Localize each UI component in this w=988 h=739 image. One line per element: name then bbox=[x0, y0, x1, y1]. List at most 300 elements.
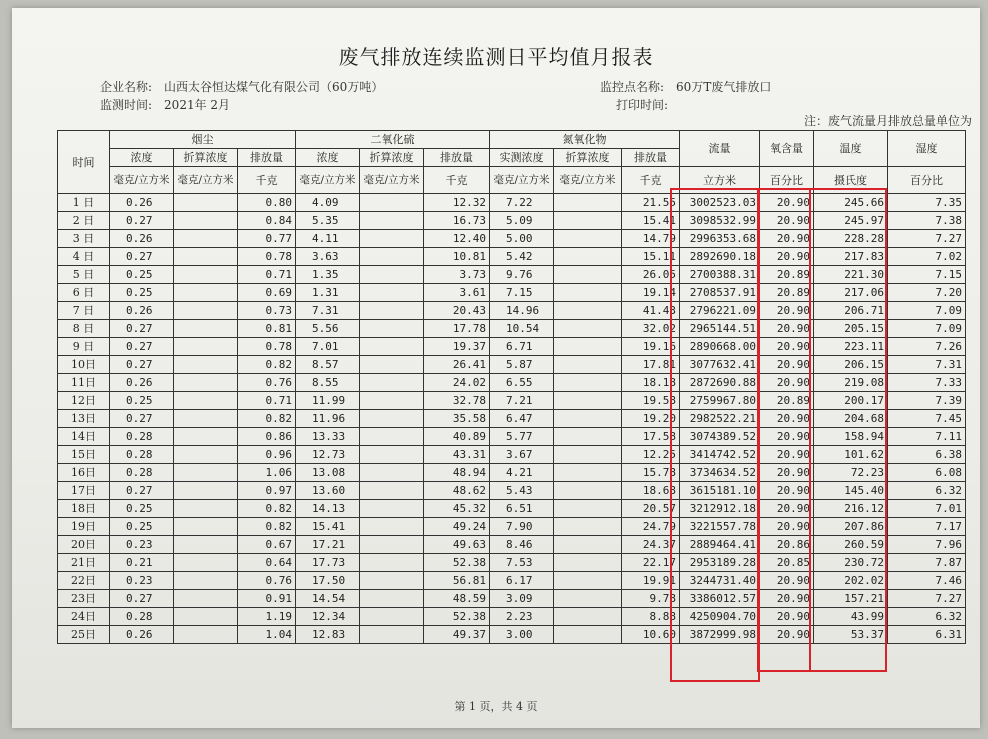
table-cell: 2708537.91 bbox=[680, 284, 760, 302]
table-cell: 2996353.68 bbox=[680, 230, 760, 248]
table-cell: 0.80 bbox=[238, 194, 296, 212]
table-cell: 5.43 bbox=[490, 482, 554, 500]
table-cell: 0.27 bbox=[110, 590, 174, 608]
table-cell bbox=[360, 284, 424, 302]
table-cell: 6.32 bbox=[888, 482, 966, 500]
table-cell: 20.90 bbox=[760, 230, 814, 248]
table-cell bbox=[174, 446, 238, 464]
table-row bbox=[58, 338, 966, 356]
table-cell bbox=[174, 482, 238, 500]
table-cell: 26.41 bbox=[424, 356, 490, 374]
table-cell bbox=[554, 356, 622, 374]
table-cell: 49.37 bbox=[424, 626, 490, 644]
table-cell: 0.71 bbox=[238, 266, 296, 284]
table-cell: 6.17 bbox=[490, 572, 554, 590]
table-cell bbox=[360, 212, 424, 230]
table-cell: 13.08 bbox=[296, 464, 360, 482]
table-cell: 7.96 bbox=[888, 536, 966, 554]
table-cell: 20.90 bbox=[760, 338, 814, 356]
table-cell: 20.90 bbox=[760, 302, 814, 320]
table-cell bbox=[554, 374, 622, 392]
table-cell: 17.81 bbox=[622, 356, 680, 374]
header-units-row bbox=[58, 167, 966, 194]
table-row bbox=[58, 410, 966, 428]
table-cell bbox=[360, 392, 424, 410]
header-flow: 流量 bbox=[680, 131, 760, 167]
table-cell: 3872999.98 bbox=[680, 626, 760, 644]
table-cell: 0.86 bbox=[238, 428, 296, 446]
table-cell: 206.71 bbox=[814, 302, 888, 320]
table-cell: 2872690.88 bbox=[680, 374, 760, 392]
table-cell: 12.83 bbox=[296, 626, 360, 644]
table-cell: 5.09 bbox=[490, 212, 554, 230]
point-line bbox=[600, 78, 771, 95]
table-row bbox=[58, 194, 966, 212]
table-cell: 0.73 bbox=[238, 302, 296, 320]
table-cell: 0.27 bbox=[110, 338, 174, 356]
table-cell bbox=[174, 302, 238, 320]
table-cell: 20.43 bbox=[424, 302, 490, 320]
table-cell: 0.28 bbox=[110, 608, 174, 626]
table-cell: 0.81 bbox=[238, 320, 296, 338]
table-cell: 20.57 bbox=[622, 500, 680, 518]
table-cell: 32.78 bbox=[424, 392, 490, 410]
table-cell: 24.37 bbox=[622, 536, 680, 554]
table-cell: 9.78 bbox=[622, 590, 680, 608]
table-cell: 48.94 bbox=[424, 464, 490, 482]
table-cell: 5.42 bbox=[490, 248, 554, 266]
table-cell: 0.71 bbox=[238, 392, 296, 410]
table-row bbox=[58, 446, 966, 464]
table-row bbox=[58, 518, 966, 536]
table-cell: 14日 bbox=[58, 428, 110, 446]
table-cell: 7.90 bbox=[490, 518, 554, 536]
table-row bbox=[58, 266, 966, 284]
table-cell: 48.62 bbox=[424, 482, 490, 500]
table-cell: 6.32 bbox=[888, 608, 966, 626]
table-cell: 200.17 bbox=[814, 392, 888, 410]
table-cell: 7.21 bbox=[490, 392, 554, 410]
table-cell: 12.34 bbox=[296, 608, 360, 626]
table-cell bbox=[174, 536, 238, 554]
table-cell: 3077632.41 bbox=[680, 356, 760, 374]
table-cell: 17.58 bbox=[622, 428, 680, 446]
table-cell: 7.46 bbox=[888, 572, 966, 590]
table-cell: 48.59 bbox=[424, 590, 490, 608]
table-cell: 8 日 bbox=[58, 320, 110, 338]
table-cell: 7.31 bbox=[888, 356, 966, 374]
table-cell: 43.99 bbox=[814, 608, 888, 626]
time-label: 监测时间: bbox=[100, 98, 153, 112]
table-cell: 6.47 bbox=[490, 410, 554, 428]
table-cell bbox=[554, 284, 622, 302]
table-cell: 40.89 bbox=[424, 428, 490, 446]
table-cell: 7.22 bbox=[490, 194, 554, 212]
table-cell bbox=[360, 464, 424, 482]
table-cell: 7.01 bbox=[888, 500, 966, 518]
table-cell: 158.94 bbox=[814, 428, 888, 446]
table-cell: 35.58 bbox=[424, 410, 490, 428]
table-cell: 20.86 bbox=[760, 536, 814, 554]
table-cell: 0.91 bbox=[238, 590, 296, 608]
table-cell bbox=[360, 590, 424, 608]
table-cell: 0.25 bbox=[110, 266, 174, 284]
report-page bbox=[12, 8, 980, 728]
table-cell: 0.25 bbox=[110, 518, 174, 536]
table-cell: 12.32 bbox=[424, 194, 490, 212]
table-cell: 221.30 bbox=[814, 266, 888, 284]
table-cell: 10.81 bbox=[424, 248, 490, 266]
table-cell bbox=[360, 374, 424, 392]
table-cell: 2965144.51 bbox=[680, 320, 760, 338]
table-cell: 10.54 bbox=[490, 320, 554, 338]
table-cell: 20.90 bbox=[760, 500, 814, 518]
table-cell: 10.60 bbox=[622, 626, 680, 644]
table-cell: 20.90 bbox=[760, 248, 814, 266]
table-cell: 0.25 bbox=[110, 500, 174, 518]
table-cell: 3244731.40 bbox=[680, 572, 760, 590]
table-cell: 230.72 bbox=[814, 554, 888, 572]
table-cell bbox=[360, 338, 424, 356]
table-cell: 20.90 bbox=[760, 194, 814, 212]
table-cell: 43.31 bbox=[424, 446, 490, 464]
table-cell: 0.82 bbox=[238, 518, 296, 536]
table-cell bbox=[360, 248, 424, 266]
table-cell bbox=[554, 500, 622, 518]
table-cell bbox=[554, 482, 622, 500]
table-cell: 0.27 bbox=[110, 320, 174, 338]
table-cell: 217.06 bbox=[814, 284, 888, 302]
unit-temp: 摄氏度 bbox=[814, 167, 888, 194]
table-cell: 0.96 bbox=[238, 446, 296, 464]
table-cell bbox=[360, 500, 424, 518]
table-cell: 6.71 bbox=[490, 338, 554, 356]
table-cell: 0.26 bbox=[110, 230, 174, 248]
table-cell: 2982522.21 bbox=[680, 410, 760, 428]
table-cell: 22.17 bbox=[622, 554, 680, 572]
table-cell: 0.27 bbox=[110, 482, 174, 500]
table-body bbox=[58, 194, 966, 644]
table-cell: 0.27 bbox=[110, 212, 174, 230]
table-cell: 7.27 bbox=[888, 590, 966, 608]
table-cell bbox=[174, 608, 238, 626]
table-cell bbox=[360, 536, 424, 554]
table-cell: 1.06 bbox=[238, 464, 296, 482]
table-cell bbox=[554, 626, 622, 644]
table-cell: 2.23 bbox=[490, 608, 554, 626]
table-cell: 245.97 bbox=[814, 212, 888, 230]
header-so2-conc: 浓度 bbox=[296, 149, 360, 167]
table-cell: 17日 bbox=[58, 482, 110, 500]
table-row bbox=[58, 302, 966, 320]
time-line bbox=[100, 96, 230, 113]
table-cell: 17.21 bbox=[296, 536, 360, 554]
table-cell: 0.78 bbox=[238, 338, 296, 356]
table-row bbox=[58, 320, 966, 338]
table-cell: 19.20 bbox=[622, 410, 680, 428]
table-row bbox=[58, 572, 966, 590]
table-cell bbox=[360, 302, 424, 320]
point-label: 监控点名称: bbox=[600, 80, 665, 94]
table-cell: 7.01 bbox=[296, 338, 360, 356]
table-cell bbox=[360, 626, 424, 644]
table-cell: 3414742.52 bbox=[680, 446, 760, 464]
unit-flow: 立方米 bbox=[680, 167, 760, 194]
table-cell bbox=[554, 590, 622, 608]
table-cell: 20.90 bbox=[760, 518, 814, 536]
table-cell bbox=[554, 302, 622, 320]
table-cell: 15.41 bbox=[296, 518, 360, 536]
table-cell: 20.90 bbox=[760, 626, 814, 644]
table-cell bbox=[174, 590, 238, 608]
monthly-report-table bbox=[57, 130, 966, 644]
table-cell bbox=[360, 194, 424, 212]
table-cell: 13日 bbox=[58, 410, 110, 428]
table-cell bbox=[174, 338, 238, 356]
table-cell: 3.09 bbox=[490, 590, 554, 608]
table-cell: 56.81 bbox=[424, 572, 490, 590]
header-so2: 二氧化硫 bbox=[296, 131, 490, 149]
table-cell bbox=[554, 320, 622, 338]
table-cell: 45.32 bbox=[424, 500, 490, 518]
table-cell: 15日 bbox=[58, 446, 110, 464]
table-cell: 0.84 bbox=[238, 212, 296, 230]
table-cell: 2759967.80 bbox=[680, 392, 760, 410]
unit-dust-conv: 毫克/立方米 bbox=[174, 167, 238, 194]
table-cell: 23日 bbox=[58, 590, 110, 608]
table-cell: 7.20 bbox=[888, 284, 966, 302]
unit-so2-emission: 千克 bbox=[424, 167, 490, 194]
table-cell: 22日 bbox=[58, 572, 110, 590]
table-cell: 8.46 bbox=[490, 536, 554, 554]
table-cell bbox=[554, 392, 622, 410]
header-dust-emission: 排放量 bbox=[238, 149, 296, 167]
table-cell: 15.11 bbox=[622, 248, 680, 266]
unit-so2-conc: 毫克/立方米 bbox=[296, 167, 360, 194]
table-cell bbox=[360, 518, 424, 536]
table-cell: 207.86 bbox=[814, 518, 888, 536]
table-row bbox=[58, 626, 966, 644]
table-cell bbox=[554, 572, 622, 590]
table-cell: 7.87 bbox=[888, 554, 966, 572]
table-cell: 0.28 bbox=[110, 446, 174, 464]
table-cell: 1.19 bbox=[238, 608, 296, 626]
table-cell: 72.23 bbox=[814, 464, 888, 482]
table-cell bbox=[174, 518, 238, 536]
table-cell: 4 日 bbox=[58, 248, 110, 266]
table-cell: 217.83 bbox=[814, 248, 888, 266]
table-cell: 24.02 bbox=[424, 374, 490, 392]
table-cell: 0.26 bbox=[110, 374, 174, 392]
table-cell: 20.90 bbox=[760, 410, 814, 428]
table-cell: 26.05 bbox=[622, 266, 680, 284]
table-row bbox=[58, 500, 966, 518]
table-row bbox=[58, 230, 966, 248]
table-cell: 3386012.57 bbox=[680, 590, 760, 608]
table-cell: 4.11 bbox=[296, 230, 360, 248]
company-label: 企业名称: bbox=[100, 80, 153, 94]
table-cell: 20.90 bbox=[760, 428, 814, 446]
table-cell bbox=[174, 320, 238, 338]
table-cell bbox=[174, 212, 238, 230]
table-cell: 18.18 bbox=[622, 374, 680, 392]
table-cell: 20.90 bbox=[760, 482, 814, 500]
table-cell: 19.58 bbox=[622, 392, 680, 410]
table-cell bbox=[174, 356, 238, 374]
table-cell: 3.73 bbox=[424, 266, 490, 284]
table-row bbox=[58, 212, 966, 230]
table-cell: 1 日 bbox=[58, 194, 110, 212]
table-cell: 17.50 bbox=[296, 572, 360, 590]
table-cell bbox=[554, 338, 622, 356]
unit-dust-emission: 千克 bbox=[238, 167, 296, 194]
table-cell: 13.33 bbox=[296, 428, 360, 446]
table-cell: 206.15 bbox=[814, 356, 888, 374]
table-cell: 19.91 bbox=[622, 572, 680, 590]
table-row bbox=[58, 536, 966, 554]
table-cell: 3615181.10 bbox=[680, 482, 760, 500]
table-cell: 0.67 bbox=[238, 536, 296, 554]
table-cell: 7.11 bbox=[888, 428, 966, 446]
table-cell bbox=[554, 608, 622, 626]
table-cell: 20.89 bbox=[760, 266, 814, 284]
table-cell bbox=[174, 194, 238, 212]
header-nox-measured: 实测浓度 bbox=[490, 149, 554, 167]
table-row bbox=[58, 248, 966, 266]
table-cell bbox=[554, 230, 622, 248]
header-humidity: 湿度 bbox=[888, 131, 966, 167]
table-cell: 9.76 bbox=[490, 266, 554, 284]
table-cell: 0.26 bbox=[110, 626, 174, 644]
unit-nox-emission: 千克 bbox=[622, 167, 680, 194]
table-row bbox=[58, 428, 966, 446]
table-cell bbox=[554, 554, 622, 572]
table-row bbox=[58, 482, 966, 500]
table-cell: 16.73 bbox=[424, 212, 490, 230]
table-cell: 52.38 bbox=[424, 554, 490, 572]
table-cell: 7.15 bbox=[888, 266, 966, 284]
table-cell: 20.89 bbox=[760, 392, 814, 410]
table-cell bbox=[174, 248, 238, 266]
header-time: 时间 bbox=[58, 131, 110, 194]
table-cell: 0.28 bbox=[110, 428, 174, 446]
table-row bbox=[58, 374, 966, 392]
table-cell: 3002523.03 bbox=[680, 194, 760, 212]
table-cell: 20.90 bbox=[760, 464, 814, 482]
table-cell: 14.79 bbox=[622, 230, 680, 248]
unit-humidity: 百分比 bbox=[888, 167, 966, 194]
table-row bbox=[58, 590, 966, 608]
table-cell: 53.37 bbox=[814, 626, 888, 644]
table-cell: 5.35 bbox=[296, 212, 360, 230]
table-cell: 0.69 bbox=[238, 284, 296, 302]
table-cell: 5.56 bbox=[296, 320, 360, 338]
table-cell: 7.53 bbox=[490, 554, 554, 572]
unit-note: 注：废气流量月排放总量单位为 bbox=[803, 114, 972, 128]
header-dust-conc: 浓度 bbox=[110, 149, 174, 167]
table-cell: 5.77 bbox=[490, 428, 554, 446]
table-cell: 7.35 bbox=[888, 194, 966, 212]
table-cell: 0.27 bbox=[110, 356, 174, 374]
table-cell: 7.17 bbox=[888, 518, 966, 536]
table-cell: 0.78 bbox=[238, 248, 296, 266]
table-cell: 7 日 bbox=[58, 302, 110, 320]
table-cell: 49.63 bbox=[424, 536, 490, 554]
table-cell: 24.79 bbox=[622, 518, 680, 536]
table-cell bbox=[554, 212, 622, 230]
table-cell: 0.76 bbox=[238, 374, 296, 392]
table-cell: 20日 bbox=[58, 536, 110, 554]
table-cell: 49.24 bbox=[424, 518, 490, 536]
table-cell: 11.99 bbox=[296, 392, 360, 410]
table-cell bbox=[174, 284, 238, 302]
table-cell: 20.89 bbox=[760, 284, 814, 302]
table-cell: 0.82 bbox=[238, 500, 296, 518]
table-cell bbox=[174, 464, 238, 482]
unit-dust-conc: 毫克/立方米 bbox=[110, 167, 174, 194]
table-cell: 0.77 bbox=[238, 230, 296, 248]
company-line bbox=[100, 78, 383, 95]
table-cell: 19.16 bbox=[622, 338, 680, 356]
table-cell: 6.38 bbox=[888, 446, 966, 464]
table-cell: 0.82 bbox=[238, 410, 296, 428]
table-cell bbox=[554, 464, 622, 482]
table-cell bbox=[360, 608, 424, 626]
table-cell: 2953189.28 bbox=[680, 554, 760, 572]
table-cell: 219.08 bbox=[814, 374, 888, 392]
header-so2-conv: 折算浓度 bbox=[360, 149, 424, 167]
table-cell: 3098532.99 bbox=[680, 212, 760, 230]
table-cell: 8.55 bbox=[296, 374, 360, 392]
table-cell: 20.90 bbox=[760, 320, 814, 338]
table-cell: 2796221.09 bbox=[680, 302, 760, 320]
table-cell: 20.90 bbox=[760, 212, 814, 230]
table-cell: 1.31 bbox=[296, 284, 360, 302]
page-title: 废气排放连续监测日平均值月报表 bbox=[338, 45, 654, 69]
table-cell bbox=[554, 266, 622, 284]
table-cell bbox=[360, 266, 424, 284]
table-cell: 7.33 bbox=[888, 374, 966, 392]
table-cell: 3.63 bbox=[296, 248, 360, 266]
table-cell: 20.90 bbox=[760, 374, 814, 392]
table-cell: 11日 bbox=[58, 374, 110, 392]
table-cell: 13.60 bbox=[296, 482, 360, 500]
table-cell bbox=[174, 554, 238, 572]
unit-nox-measured: 毫克/立方米 bbox=[490, 167, 554, 194]
table-cell: 20.90 bbox=[760, 590, 814, 608]
table-cell: 0.25 bbox=[110, 284, 174, 302]
header-temp: 温度 bbox=[814, 131, 888, 167]
table-cell: 41.43 bbox=[622, 302, 680, 320]
table-cell: 245.66 bbox=[814, 194, 888, 212]
table-cell: 202.02 bbox=[814, 572, 888, 590]
header-dust-conv: 折算浓度 bbox=[174, 149, 238, 167]
table-cell: 7.27 bbox=[888, 230, 966, 248]
header-nox-emission: 排放量 bbox=[622, 149, 680, 167]
table-cell: 12.73 bbox=[296, 446, 360, 464]
table-cell: 3.67 bbox=[490, 446, 554, 464]
table-cell: 52.38 bbox=[424, 608, 490, 626]
header-so2-emission: 排放量 bbox=[424, 149, 490, 167]
table-cell bbox=[174, 500, 238, 518]
header-dust: 烟尘 bbox=[110, 131, 296, 149]
table-cell: 12.25 bbox=[622, 446, 680, 464]
table-cell bbox=[360, 410, 424, 428]
table-cell bbox=[174, 230, 238, 248]
table-cell bbox=[360, 446, 424, 464]
table-cell: 18.68 bbox=[622, 482, 680, 500]
print-line bbox=[616, 96, 680, 113]
